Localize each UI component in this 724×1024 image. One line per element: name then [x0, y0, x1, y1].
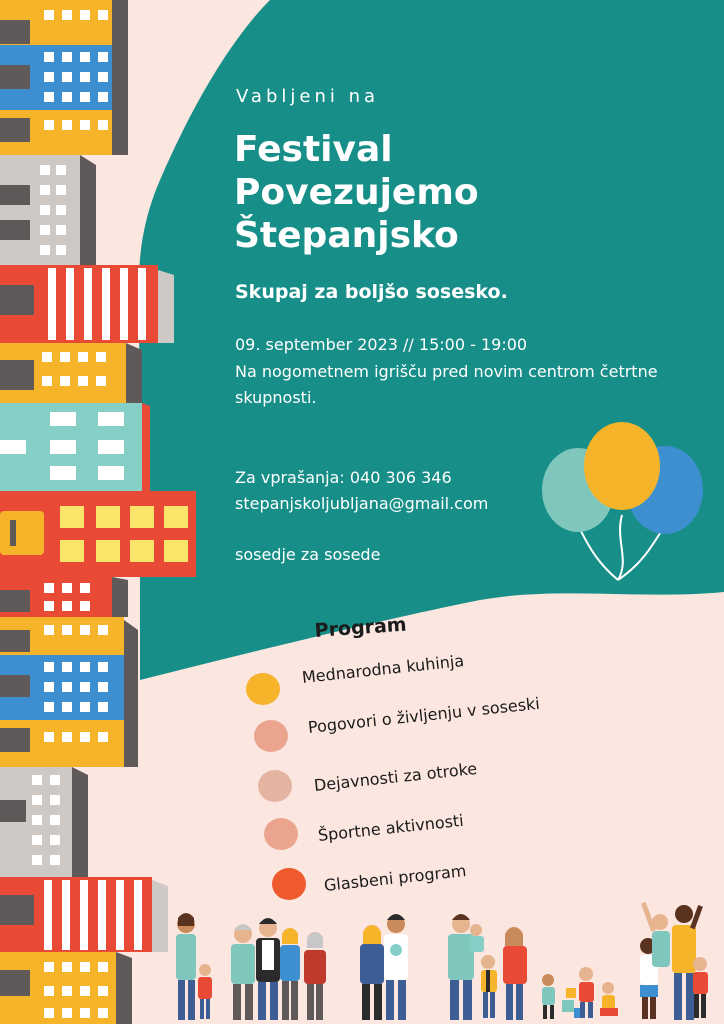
program-item-4: Športne aktivnosti	[317, 810, 465, 845]
program-dot-1	[246, 673, 280, 705]
tagline: Skupaj za boljšo sosesko.	[235, 281, 508, 303]
contact-phone: Za vprašanja: 040 306 346	[235, 468, 452, 487]
program-dot-2	[254, 720, 288, 752]
program-item-5: Glasbeni program	[323, 861, 468, 895]
buildings-illustration	[0, 0, 196, 1024]
program-dot-3	[258, 770, 292, 802]
program-item-1: Mednarodna kuhinja	[301, 651, 465, 687]
title-line-1: Festival	[234, 129, 393, 170]
contact-info	[235, 465, 488, 517]
title-line-2: Povezujemo	[234, 172, 479, 213]
motto: sosedje za sosede	[235, 545, 381, 564]
venue-description: Na nogometnem igrišču pred novim centrom četrtne skupnosti.	[235, 362, 658, 407]
title-line-3: Štepanjsko	[234, 215, 459, 256]
program-item-2: Pogovori o življenju v soseski	[307, 693, 541, 737]
festival-title	[234, 128, 479, 257]
program-dot-5	[272, 868, 306, 900]
program-item-3: Dejavnosti za otroke	[313, 758, 478, 795]
date-time: 09. september 2023 // 15:00 - 19:00	[235, 335, 528, 354]
program-dot-4	[264, 818, 298, 850]
contact-email: stepanjskoljubljana@gmail.com	[235, 494, 489, 513]
program-title: Program	[314, 613, 408, 642]
people-illustration	[176, 902, 708, 1020]
intro-text: Vabljeni na	[236, 86, 380, 107]
